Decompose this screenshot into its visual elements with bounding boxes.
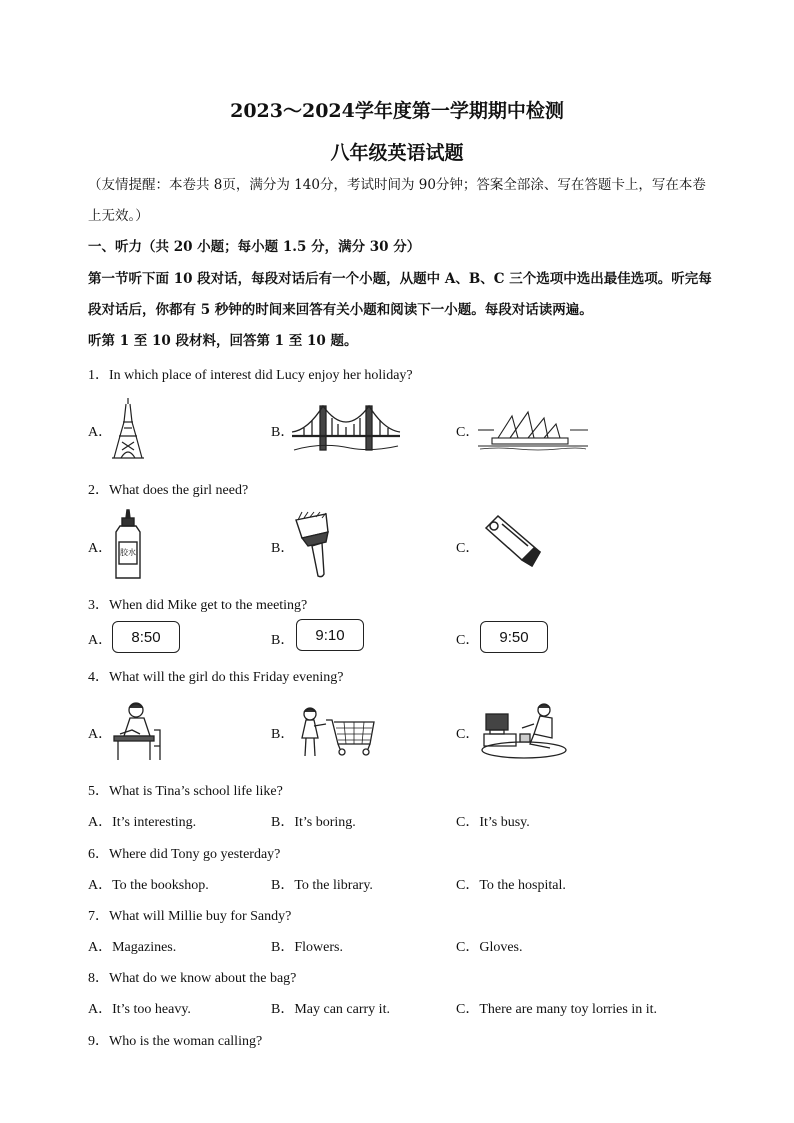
- clock-time-b: 9:10: [296, 619, 364, 651]
- question-8: 8．What do we know about the bag?: [88, 971, 297, 986]
- clock-time-c: 9:50: [480, 621, 548, 653]
- option-label-a: A．: [88, 425, 113, 440]
- option-label-b: B．: [271, 425, 295, 440]
- option-b: B．May can carry it.: [271, 1002, 390, 1017]
- option-label-c: C．: [456, 425, 480, 440]
- question-7: 7．What will Millie buy for Sandy?: [88, 909, 292, 924]
- exam-title: 2023～2024学年度第一学期期中检测: [230, 100, 564, 122]
- option-a: A．It’s interesting.: [88, 815, 197, 830]
- question-4: 4．What will the girl do this Friday evening?: [88, 670, 344, 685]
- option-label-a: A．: [88, 727, 113, 742]
- option-b: B．To the library.: [271, 878, 373, 893]
- question-2: 2．What does the girl need?: [88, 483, 249, 498]
- option-c: C．It’s busy.: [456, 815, 530, 830]
- option-b: B．Flowers.: [271, 940, 343, 955]
- section-heading: 一、听力（共 20 小题；每小题 1.5 分，满分 30 分）: [88, 239, 421, 255]
- glue-bottle-icon: [110, 510, 146, 580]
- option-c: C．Gloves.: [456, 940, 523, 955]
- notice-text: （友情提醒：本卷共 8页，满分为 140分，考试时间为 90分钟；答案全部涂、写在答题卡上，写在本卷上无效。）: [88, 177, 706, 224]
- girl-studying-icon: [110, 700, 164, 762]
- option-label-a: A．: [88, 541, 113, 556]
- option-label-c: C．: [456, 541, 480, 556]
- option-c: C．There are many toy lorries in it.: [456, 1002, 657, 1017]
- option-label-a: A．: [88, 633, 113, 648]
- eiffel-tower-icon: [110, 398, 146, 460]
- option-c: C．To the hospital.: [456, 878, 566, 893]
- question-1: 1．In which place of interest did Lucy enjoy her holiday?: [88, 368, 413, 383]
- option-a: A．To the bookshop.: [88, 878, 209, 893]
- option-b: B．It’s boring.: [271, 815, 356, 830]
- option-label-b: B．: [271, 541, 295, 556]
- option-label-b: B．: [271, 727, 295, 742]
- section-instruction: 第一节听下面 10 段对话，每段对话后有一个小题，从题中 A、B、C 三个选项中选出最佳选项。听完每段对话后，你都有 5 秒钟的时间来回答有关小题和阅读下一小题。每段对话读两遍。: [88, 271, 712, 318]
- utility-knife-icon: [482, 514, 544, 570]
- option-label-c: C．: [456, 633, 480, 648]
- golden-gate-bridge-icon: [292, 402, 400, 454]
- question-9: 9．Who is the woman calling?: [88, 1034, 263, 1049]
- section-sub-instruction: 听第 1 至 10 段材料，回答第 1 至 10 题。: [88, 333, 358, 349]
- sydney-opera-house-icon: [478, 408, 588, 450]
- glue-label: 胶水: [120, 548, 136, 557]
- question-5: 5．What is Tina’s school life like?: [88, 784, 283, 799]
- option-a: A．Magazines.: [88, 940, 177, 955]
- exam-subtitle: 八年级英语试题: [330, 142, 464, 164]
- question-6: 6．Where did Tony go yesterday?: [88, 847, 281, 862]
- paint-brush-icon: [296, 512, 336, 578]
- girl-shopping-cart-icon: [296, 704, 378, 760]
- clock-time-a: 8:50: [112, 621, 180, 653]
- option-label-b: B．: [271, 633, 295, 648]
- question-3: 3．When did Mike get to the meeting?: [88, 598, 308, 613]
- girl-computer-icon: [480, 700, 568, 760]
- option-label-c: C．: [456, 727, 480, 742]
- option-a: A．It’s too heavy.: [88, 1002, 191, 1017]
